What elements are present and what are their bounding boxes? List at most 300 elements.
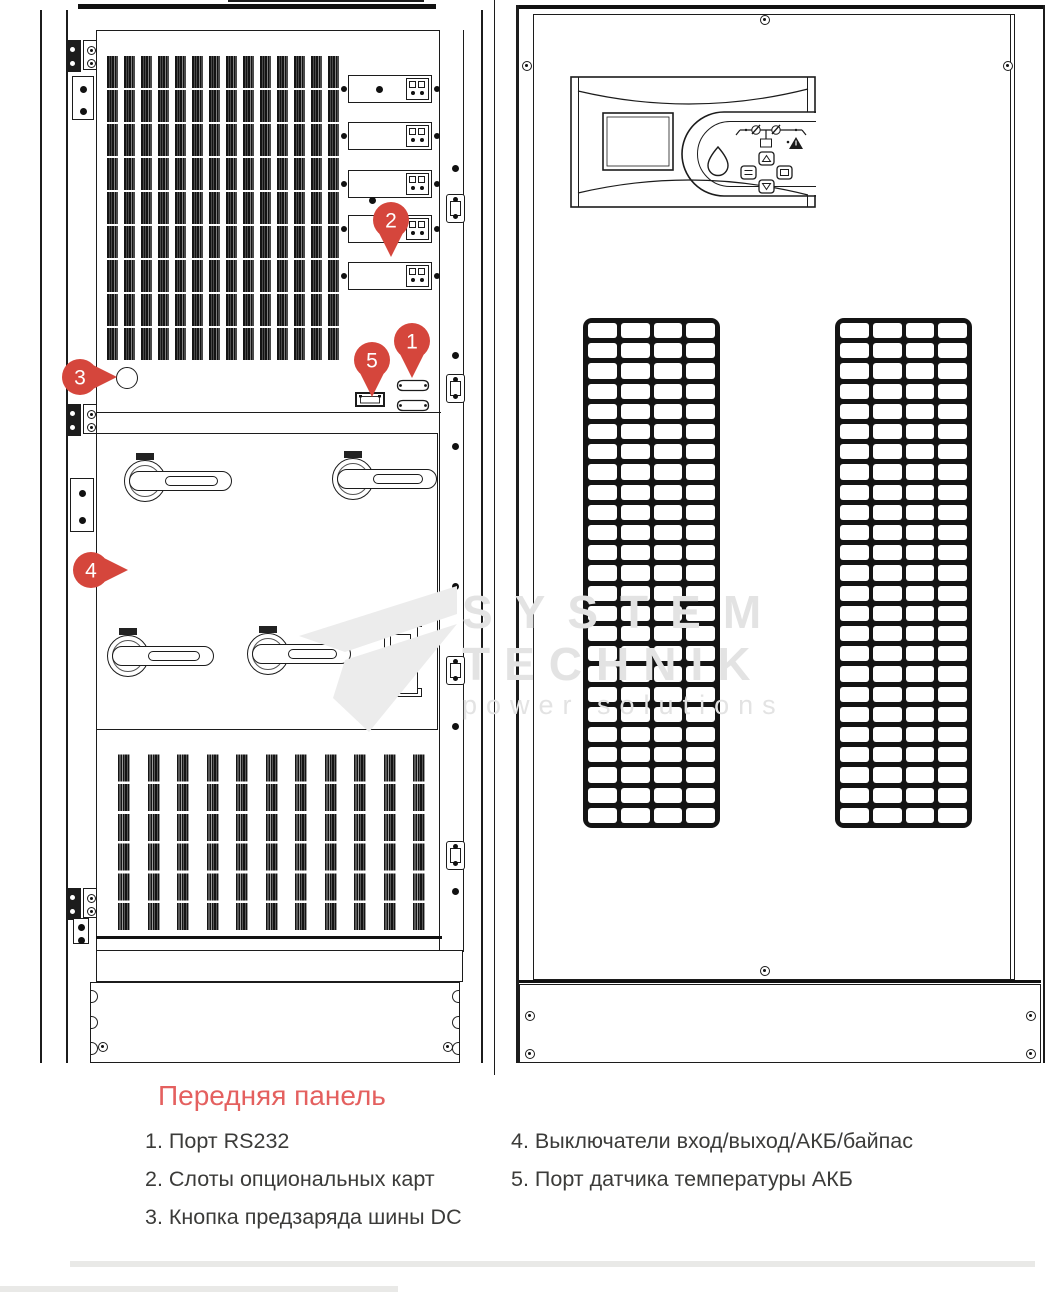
bracket-stud	[80, 108, 87, 115]
grille-cell	[873, 767, 902, 782]
cabinet-gap-line	[494, 0, 495, 1075]
left-button	[741, 166, 756, 179]
up-button	[759, 152, 774, 165]
grille-cell	[873, 626, 902, 641]
right-plinth-bar	[519, 980, 1041, 983]
grille-cell	[873, 464, 902, 479]
grille-cell	[588, 505, 617, 520]
grille-cell	[621, 323, 650, 338]
slot-connector	[409, 81, 416, 88]
down-button	[759, 180, 774, 193]
cabinet-top-edge	[228, 0, 424, 2]
grille-cell	[906, 747, 935, 762]
grille-cell	[588, 687, 617, 702]
grille-cell	[621, 485, 650, 500]
grille-cell	[840, 424, 869, 439]
grille-cell	[938, 424, 967, 439]
marker-pin-2	[369, 201, 413, 264]
grille-cell	[906, 687, 935, 702]
grille-cell	[938, 707, 967, 722]
panel-screw	[452, 723, 459, 730]
heatsink-fin	[107, 55, 118, 360]
marker-pin-5	[350, 341, 394, 404]
grille-cell	[686, 707, 715, 722]
grille-cell	[588, 646, 617, 661]
lower-band	[96, 950, 463, 982]
marker-pin-3	[61, 355, 119, 404]
grille-cell	[938, 384, 967, 399]
grille-cell	[588, 525, 617, 540]
panel-screw	[452, 165, 459, 172]
watermark-line2: TECHNIK	[462, 638, 765, 690]
door-latch	[446, 194, 465, 223]
grille-cell	[938, 687, 967, 702]
vent-slat	[177, 752, 189, 930]
grille-cell	[906, 707, 935, 722]
grille-cell	[621, 505, 650, 520]
right-button	[777, 166, 792, 179]
bracket-stud	[78, 924, 85, 931]
grille-cell	[588, 384, 617, 399]
grille-cell	[686, 586, 715, 601]
grille-cell	[873, 525, 902, 540]
grille-cell	[906, 565, 935, 580]
grille-cell	[654, 788, 683, 803]
watermark-line1: SYSTEM	[462, 586, 784, 638]
grille-cell	[840, 384, 869, 399]
slot-connector	[409, 268, 416, 275]
grille-cell	[906, 646, 935, 661]
grille-cell	[654, 646, 683, 661]
grille-cell	[840, 666, 869, 681]
grille-cell	[938, 767, 967, 782]
footer-rule-partial	[0, 1286, 398, 1292]
footer-rule	[70, 1261, 1035, 1267]
right-plinth	[519, 984, 1041, 1063]
grille-cell	[621, 343, 650, 358]
grille-cell	[873, 424, 902, 439]
heatsink-fin	[311, 55, 322, 360]
vent-grille-left	[583, 318, 720, 828]
right-door-inner-line	[1010, 14, 1011, 980]
grille-cell	[686, 343, 715, 358]
serial-port-secondary	[396, 399, 430, 412]
marker-number: 5	[366, 349, 378, 373]
slot-pin	[411, 278, 415, 282]
page-title: Передняя панель	[158, 1080, 386, 1111]
grille-cell	[840, 606, 869, 621]
vent-slat	[148, 752, 160, 930]
slot-screw	[341, 226, 347, 232]
grille-cell	[654, 707, 683, 722]
grille-cell	[840, 707, 869, 722]
grille-cell	[840, 747, 869, 762]
grille-cell	[654, 444, 683, 459]
panel-screw	[452, 352, 459, 359]
dc-precharge-button	[116, 367, 138, 389]
right-cabinet-left-edge	[516, 5, 519, 1063]
grille-cell	[588, 606, 617, 621]
grille-cell	[621, 545, 650, 560]
door-latch	[446, 656, 465, 685]
grille-cell	[873, 565, 902, 580]
grille-cell	[906, 505, 935, 520]
grille-cell	[906, 384, 935, 399]
grille-cell	[938, 464, 967, 479]
ring-screw	[525, 1049, 535, 1059]
marker-pin-1	[390, 322, 434, 385]
grille-cell	[840, 808, 869, 823]
bracket-stud	[79, 490, 86, 497]
grille-cell	[654, 363, 683, 378]
grille-cell	[840, 586, 869, 601]
grille-cell	[686, 363, 715, 378]
grille-cell	[906, 363, 935, 378]
bracket-stud	[78, 937, 85, 944]
grille-cell	[686, 444, 715, 459]
legend-item-1: 1. Порт RS232	[145, 1129, 290, 1153]
grille-cell	[621, 646, 650, 661]
marker-number: 2	[385, 209, 397, 233]
grille-cell	[938, 485, 967, 500]
grille-cell	[588, 747, 617, 762]
slot-screw	[434, 86, 440, 92]
grille-cell	[621, 384, 650, 399]
slot-screw	[341, 181, 347, 187]
marker-number: 4	[85, 559, 97, 583]
plinth-cutout	[452, 1016, 459, 1029]
grille-cell	[588, 545, 617, 560]
grille-cell	[873, 808, 902, 823]
grille-cell	[588, 808, 617, 823]
grille-cell	[938, 565, 967, 580]
grille-cell	[840, 404, 869, 419]
slot-screw	[434, 133, 440, 139]
grille-cell	[654, 606, 683, 621]
slot-led	[376, 86, 383, 93]
grille-cell	[654, 424, 683, 439]
grille-cell	[840, 525, 869, 540]
grille-cell	[873, 444, 902, 459]
grille-cell	[654, 343, 683, 358]
grille-cell	[938, 666, 967, 681]
grille-cell	[873, 687, 902, 702]
grille-cell	[654, 464, 683, 479]
vent-slat	[413, 752, 425, 930]
left-plinth	[90, 982, 460, 1063]
slot-screw	[341, 86, 347, 92]
grille-cell	[873, 485, 902, 500]
grille-cell	[938, 363, 967, 378]
grille-cell	[621, 363, 650, 378]
vent-slat	[207, 752, 219, 930]
grille-cell	[621, 586, 650, 601]
grille-cell	[873, 727, 902, 742]
heatsink-fin	[328, 55, 339, 360]
door-divider-line	[96, 412, 441, 413]
grille-cell	[840, 444, 869, 459]
grille-cell	[686, 666, 715, 681]
vent-slat	[118, 752, 130, 930]
control-panel	[570, 76, 816, 208]
marker-number: 3	[74, 366, 86, 390]
grille-cell	[686, 424, 715, 439]
slot-pin	[420, 91, 424, 95]
grille-cell	[873, 788, 902, 803]
grille-cell	[906, 404, 935, 419]
slot-pin	[411, 91, 415, 95]
plinth-cutout	[452, 1042, 459, 1055]
grille-cell	[938, 343, 967, 358]
slot-connector	[418, 176, 425, 183]
grille-cell	[840, 646, 869, 661]
grille-cell	[686, 767, 715, 782]
grille-cell	[654, 626, 683, 641]
ring-screw	[760, 966, 770, 976]
panel-screw	[452, 888, 459, 895]
slot-screw	[434, 226, 440, 232]
grille-cell	[938, 323, 967, 338]
slot-screw	[434, 181, 440, 187]
vent-slat	[384, 752, 396, 930]
grille-cell	[588, 404, 617, 419]
slot-pin	[420, 138, 424, 142]
grille-cell	[906, 343, 935, 358]
grille-cell	[588, 727, 617, 742]
heatsink-fin	[209, 55, 220, 360]
grille-cell	[654, 687, 683, 702]
grille-cell	[654, 808, 683, 823]
grille-cell	[686, 404, 715, 419]
grille-cell	[938, 727, 967, 742]
grille-cell	[686, 525, 715, 540]
grille-cell	[588, 626, 617, 641]
left-rail-outer	[40, 10, 42, 1063]
legend-column-1	[145, 1122, 462, 1236]
heatsink-fin	[192, 55, 203, 360]
vent-slat	[266, 752, 278, 930]
slot-connector	[418, 268, 425, 275]
grille-cell	[906, 323, 935, 338]
grille-cell	[654, 404, 683, 419]
slot-connector	[409, 176, 416, 183]
grille-cell	[873, 505, 902, 520]
grille-cell	[906, 788, 935, 803]
grille-cell	[654, 666, 683, 681]
grille-cell	[654, 565, 683, 580]
legend-item-2: 2. Слоты опциональных карт	[145, 1167, 435, 1191]
grille-cell	[686, 727, 715, 742]
grille-cell	[686, 505, 715, 520]
grille-cell	[906, 485, 935, 500]
grille-cell	[588, 767, 617, 782]
grille-cell	[906, 424, 935, 439]
lower-divider-bar	[96, 936, 442, 939]
grille-cell	[621, 626, 650, 641]
grille-cell	[588, 707, 617, 722]
grille-cell	[840, 687, 869, 702]
grille-cell	[873, 586, 902, 601]
ring-screw	[522, 61, 532, 71]
grille-cell	[621, 606, 650, 621]
heatsink-fin	[294, 55, 305, 360]
vent-slat	[295, 752, 307, 930]
grille-cell	[654, 505, 683, 520]
grille-cell	[621, 747, 650, 762]
grille-cell	[840, 363, 869, 378]
grille-cell	[906, 808, 935, 823]
grille-cell	[840, 788, 869, 803]
grille-cell	[654, 767, 683, 782]
grille-cell	[654, 747, 683, 762]
grille-cell	[938, 808, 967, 823]
grille-cell	[654, 323, 683, 338]
grille-cell	[588, 444, 617, 459]
grille-cell	[938, 545, 967, 560]
grille-cell	[840, 505, 869, 520]
grille-cell	[686, 606, 715, 621]
grille-cell	[686, 687, 715, 702]
panel-screw	[452, 443, 459, 450]
grille-cell	[906, 767, 935, 782]
grille-cell	[686, 747, 715, 762]
grille-cell	[840, 545, 869, 560]
heatsink-fin	[243, 55, 254, 360]
grille-cell	[654, 545, 683, 560]
grille-cell	[654, 525, 683, 540]
grille-cell	[588, 343, 617, 358]
grille-cell	[588, 323, 617, 338]
grille-cell	[621, 464, 650, 479]
grille-cell	[938, 646, 967, 661]
grille-cell	[873, 404, 902, 419]
grille-cell	[840, 485, 869, 500]
legend-column-2	[511, 1122, 913, 1198]
left-cabinet-top-bar	[78, 4, 436, 9]
heatsink-fin	[175, 55, 186, 360]
grille-cell	[621, 767, 650, 782]
slot-connector	[418, 81, 425, 88]
grille-cell	[840, 464, 869, 479]
watermark-tagline: power solutions	[462, 690, 785, 720]
slot-connector	[418, 221, 425, 228]
legend-item-4: 4. Выключатели вход/выход/АКБ/байпас	[511, 1129, 914, 1153]
heatsink-fin	[226, 55, 237, 360]
grille-cell	[654, 485, 683, 500]
slot-pin	[411, 138, 415, 142]
grille-cell	[621, 444, 650, 459]
vent-slat	[354, 752, 366, 930]
grille-cell	[873, 384, 902, 399]
grille-cell	[686, 565, 715, 580]
ring-screw	[98, 1042, 108, 1052]
grille-cell	[654, 727, 683, 742]
grille-cell	[938, 788, 967, 803]
grille-cell	[686, 626, 715, 641]
slot-screw	[341, 133, 347, 139]
ring-screw	[1026, 1011, 1036, 1021]
grille-cell	[686, 646, 715, 661]
grille-cell	[873, 343, 902, 358]
grille-cell	[873, 545, 902, 560]
door-latch	[446, 374, 465, 403]
grille-cell	[621, 404, 650, 419]
grille-cell	[621, 666, 650, 681]
vent-grille-right	[835, 318, 972, 828]
heatsink-fin	[260, 55, 271, 360]
panel-screw	[452, 583, 459, 590]
grille-cell	[686, 384, 715, 399]
heatsink-fin	[158, 55, 169, 360]
grille-cell	[873, 323, 902, 338]
grille-cell	[840, 565, 869, 580]
grille-cell	[906, 727, 935, 742]
grille-cell	[686, 545, 715, 560]
grille-cell	[906, 545, 935, 560]
grille-cell	[654, 586, 683, 601]
grille-cell	[873, 747, 902, 762]
grille-cell	[938, 606, 967, 621]
grille-cell	[588, 586, 617, 601]
grille-cell	[686, 788, 715, 803]
grille-cell	[938, 404, 967, 419]
vent-slat	[325, 752, 337, 930]
grille-cell	[873, 606, 902, 621]
grille-cell	[686, 323, 715, 338]
grille-cell	[588, 464, 617, 479]
grille-cell	[840, 343, 869, 358]
grille-cell	[686, 464, 715, 479]
grille-cell	[588, 565, 617, 580]
grille-cell	[686, 808, 715, 823]
legend-item-3: 3. Кнопка предзаряда шины DC	[145, 1205, 462, 1229]
vent-slat	[236, 752, 248, 930]
marker-pin-4	[72, 548, 130, 597]
grille-cell	[588, 363, 617, 378]
grille-cell	[621, 565, 650, 580]
right-cabinet-top-bar	[517, 5, 1043, 9]
grille-cell	[873, 363, 902, 378]
grille-cell	[621, 707, 650, 722]
latch-strip-line	[463, 30, 464, 952]
slot-screw	[434, 273, 440, 279]
grille-cell	[906, 666, 935, 681]
grille-cell	[621, 687, 650, 702]
bracket-stud	[79, 517, 86, 524]
grille-cell	[588, 788, 617, 803]
grille-cell	[906, 586, 935, 601]
grille-cell	[938, 525, 967, 540]
grille-cell	[938, 505, 967, 520]
slot-screw	[341, 273, 347, 279]
lcd-screen	[603, 113, 673, 170]
grille-cell	[873, 707, 902, 722]
grille-cell	[873, 646, 902, 661]
slot-pin	[411, 186, 415, 190]
heatsink-fin	[141, 55, 152, 360]
grille-cell	[840, 626, 869, 641]
left-cabinet-right-edge	[481, 10, 483, 1063]
grille-cell	[906, 464, 935, 479]
ring-screw	[1003, 61, 1013, 71]
grille-cell	[840, 323, 869, 338]
grille-cell	[621, 727, 650, 742]
ring-screw	[1026, 1049, 1036, 1059]
grille-cell	[588, 485, 617, 500]
grille-cell	[938, 586, 967, 601]
grille-cell	[654, 384, 683, 399]
door-latch	[446, 841, 465, 870]
